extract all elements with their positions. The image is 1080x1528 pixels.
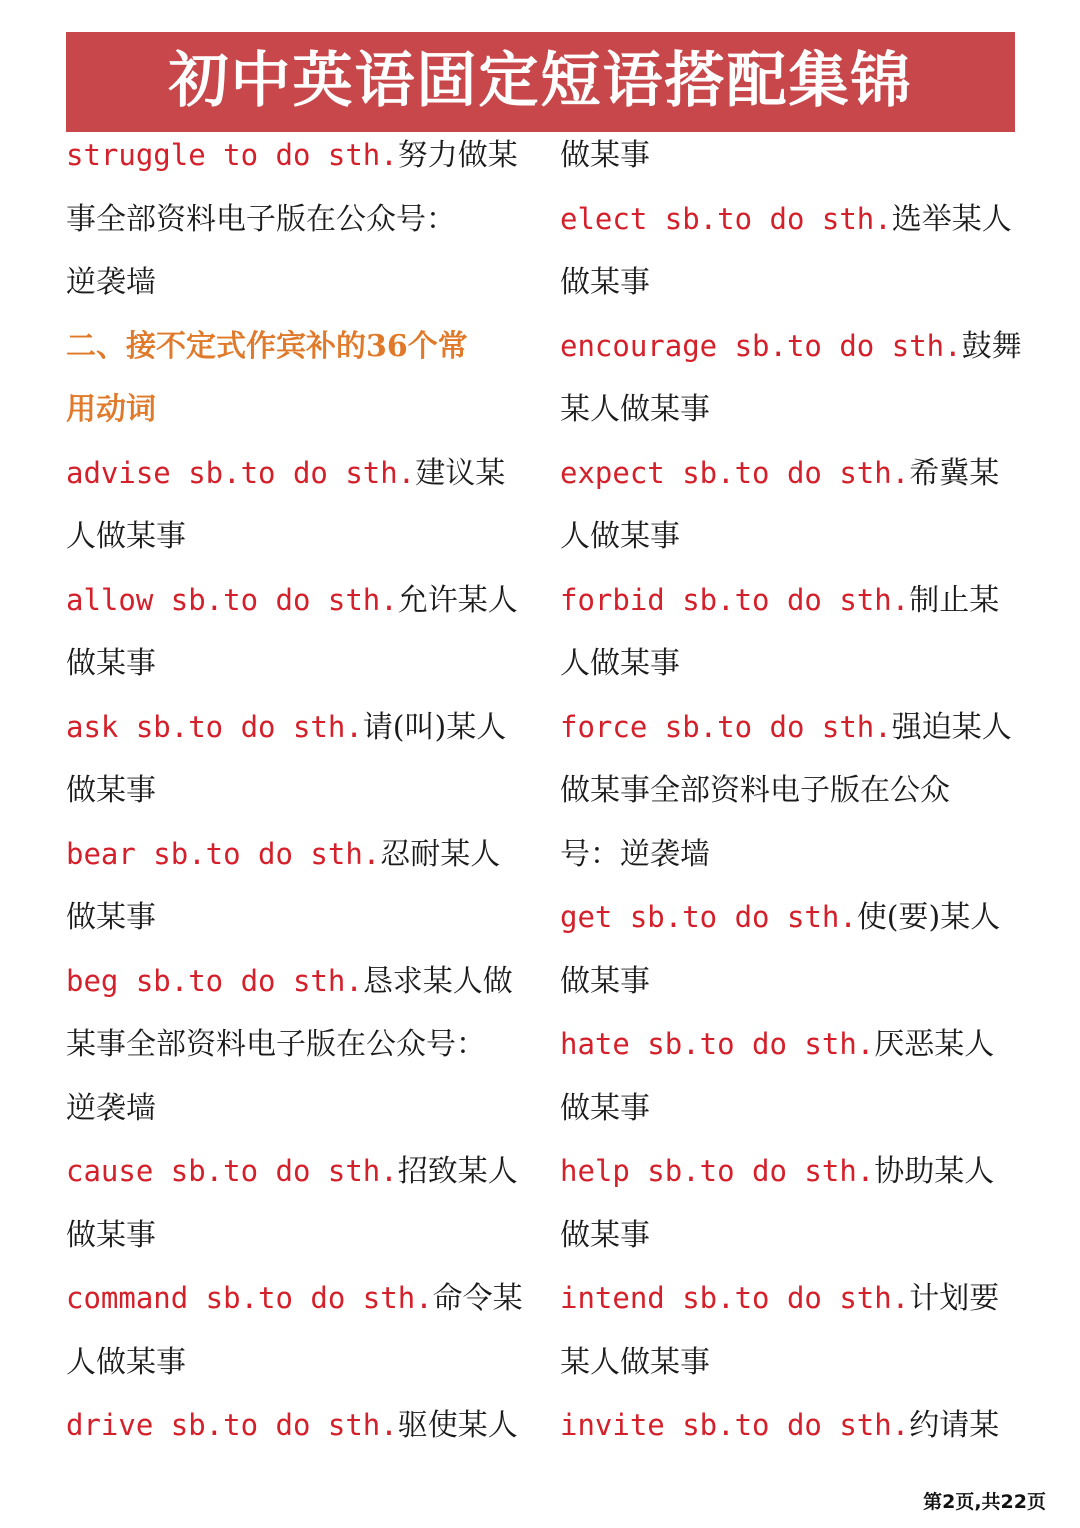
chinese-meaning: 恳求某人做 [362,963,513,999]
title-banner [66,32,1015,132]
english-phrase: invite sb.to do sth. [560,1408,910,1442]
chinese-meaning: 逆袭墙 [66,265,156,300]
right-column [560,124,1022,1458]
text-line [66,632,514,696]
chinese-meaning: 请(叫)某人 [362,709,507,745]
section-heading: 用动词 [66,392,156,427]
chinese-meaning: 努力做某 [397,138,518,173]
chinese-meaning: 做某事 [66,1217,156,1253]
chinese-meaning: 招致某人 [397,1154,518,1189]
page-number: 第2页,共22页 [923,1491,1046,1513]
chinese-meaning: 事全部资料电子版在公众号： [66,201,456,237]
chinese-meaning: 做某事 [66,646,156,681]
text-line [66,1204,514,1268]
chinese-meaning: 建议某 [415,455,506,491]
text-line [66,950,514,1014]
page-title: 初中英语固定短语搭配集锦 [168,46,913,116]
text-line [66,1394,518,1458]
text-line [560,442,1008,506]
text-line [560,632,1008,696]
text-line [560,1331,1008,1395]
chinese-meaning: 做某事 [560,138,650,173]
text-line [560,378,1008,442]
text-line [66,823,514,887]
chinese-meaning: 人做某事 [560,646,680,681]
english-phrase: ask sb.to do sth. [66,709,363,744]
chinese-meaning: 制止某 [909,582,1000,618]
text-line [560,886,1008,950]
english-phrase: expect sb.to do sth. [560,455,910,490]
text-line [560,1394,1008,1458]
english-phrase: intend sb.to do sth. [560,1281,910,1315]
text-line [66,1013,514,1077]
chinese-meaning: 人做某事 [560,519,680,554]
chinese-meaning: 使(要)某人 [856,900,1001,935]
text-line [66,505,514,569]
chinese-meaning: 计划要 [909,1281,1000,1316]
chinese-meaning: 忍耐某人 [380,836,501,872]
chinese-meaning: 约请某 [909,1408,1000,1443]
text-line [66,759,514,823]
english-phrase: advise sb.to do sth. [66,455,416,490]
text-line [66,696,514,760]
text-line [560,950,1008,1014]
english-phrase: force sb.to do sth. [560,709,892,744]
chinese-meaning: 协助某人 [874,1154,995,1189]
chinese-meaning: 驱使某人 [397,1408,518,1443]
chinese-meaning: 号：逆袭墙 [560,836,710,872]
english-phrase: elect sb.to do sth. [560,201,892,236]
text-line [66,1140,518,1204]
left-column [66,124,523,1458]
chinese-meaning: 某人做某事 [560,1344,710,1380]
text-line [560,1013,1008,1077]
text-line [66,1077,514,1141]
chinese-meaning: 人做某事 [66,519,186,554]
text-line [66,124,518,188]
text-line [560,1267,1008,1331]
text-line [66,188,514,252]
chinese-meaning: 做某事 [560,963,650,999]
chinese-meaning: 做某事 [560,1217,650,1253]
text-line [66,251,514,315]
english-phrase: allow sb.to do sth. [66,582,398,617]
english-phrase: beg sb.to do sth. [66,963,363,998]
english-phrase: drive sb.to do sth. [66,1408,398,1442]
text-line [66,442,514,506]
chinese-meaning: 人做某事 [66,1344,186,1380]
chinese-meaning: 选举某人 [891,201,1012,237]
chinese-meaning: 厌恶某人 [874,1027,995,1062]
english-phrase: encourage sb.to do sth. [560,328,962,363]
text-line [66,886,514,950]
text-line [66,378,514,442]
chinese-meaning: 某事全部资料电子版在公众号： [66,1027,486,1062]
text-line [560,1077,1008,1141]
text-line [560,505,1008,569]
chinese-meaning: 做某事 [560,265,650,300]
chinese-meaning: 希冀某 [909,455,1000,491]
english-phrase: struggle to do sth. [66,138,398,172]
text-line [560,315,1022,379]
english-phrase: command sb.to do sth. [66,1281,433,1315]
chinese-meaning: 做某事 [560,1090,650,1126]
chinese-meaning: 逆袭墙 [66,1090,156,1126]
chinese-meaning: 鼓舞 [961,328,1022,364]
text-line [66,1267,523,1331]
text-line [560,124,1008,188]
text-line [560,1204,1008,1268]
text-line [560,696,1012,760]
chinese-meaning: 某人做某事 [560,392,710,427]
text-line [560,188,1012,252]
text-line [66,1331,514,1395]
chinese-meaning: 允许某人 [397,582,518,618]
chinese-meaning: 做某事 [66,900,156,935]
text-line [560,569,1008,633]
text-line [66,569,518,633]
english-phrase: cause sb.to do sth. [66,1154,398,1188]
text-line [560,759,1008,823]
english-phrase: bear sb.to do sth. [66,836,381,871]
section-heading: 二、接不定式作宾补的36个常 [66,328,468,364]
english-phrase: get sb.to do sth. [560,900,857,934]
text-line [560,251,1008,315]
english-phrase: forbid sb.to do sth. [560,582,910,617]
chinese-meaning: 做某事 [66,773,156,808]
text-line [560,1140,1008,1204]
chinese-meaning: 强迫某人 [891,709,1012,745]
chinese-meaning: 命令某 [432,1281,523,1316]
english-phrase: hate sb.to do sth. [560,1027,875,1061]
text-line [560,823,1008,887]
text-line [66,315,514,379]
english-phrase: help sb.to do sth. [560,1154,875,1188]
chinese-meaning: 做某事全部资料电子版在公众 [560,773,950,808]
